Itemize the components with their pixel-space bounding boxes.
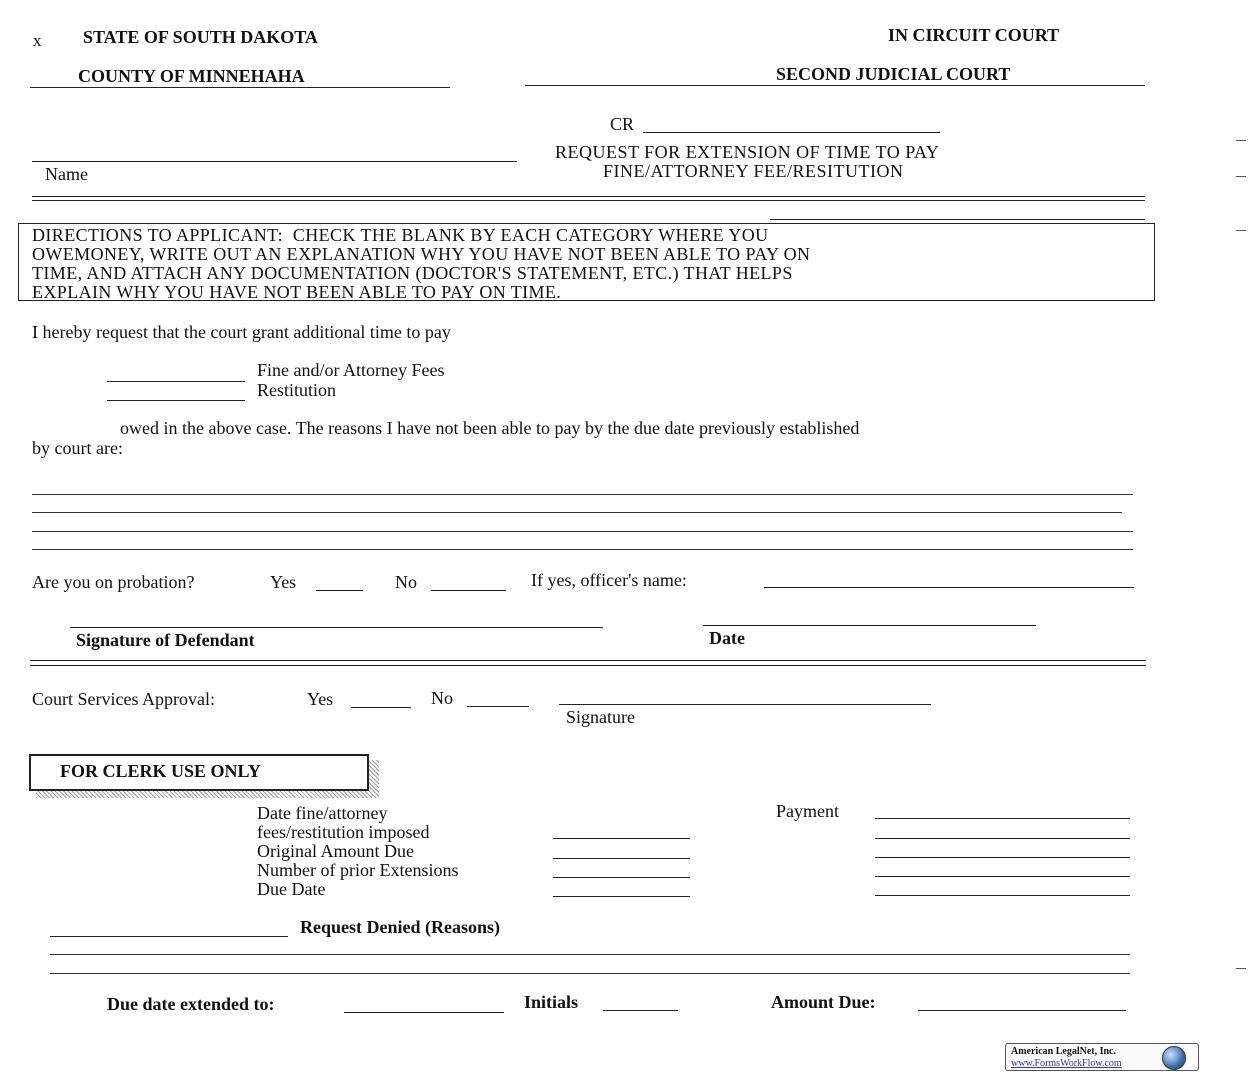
payment-field[interactable] (875, 818, 1130, 819)
header-rule-right (525, 85, 1145, 86)
reason-line[interactable] (32, 512, 1122, 513)
legalnet-company: American LegalNet, Inc. (1011, 1046, 1116, 1057)
section-rule-1 (30, 660, 1146, 661)
signature-date-label: Date (709, 628, 745, 648)
directions-text: DIRECTIONS TO APPLICANT: CHECK THE BLANK BY EACH CATEGORY WHERE YOU OWEMONEY, WRITE OUT AN EXPLANATION WHY YOU HAVE NOT BEEN ABLE TO PAY ON TIME, AND ATTACH ANY DOCUMENTATION (DOCTOR'S STATEMENT, ETC.) THAT HELPS EXPLAIN WHY YOU HAVE NOT BEEN ABLE TO PAY ON TIME. (32, 225, 811, 302)
reason-line[interactable] (32, 531, 1133, 532)
payment-field[interactable] (875, 895, 1130, 896)
payment-field[interactable] (875, 838, 1130, 839)
scan-mark (1236, 140, 1246, 141)
court-services-signature-label: Signature (566, 707, 635, 727)
probation-no-label: No (395, 572, 417, 592)
scan-mark (1236, 968, 1246, 969)
fine-option-label: Fine and/or Attorney Fees (257, 360, 445, 380)
court-services-yes-label: Yes (307, 689, 334, 709)
amount-due-field[interactable] (918, 1010, 1126, 1011)
original-amount-label: Original Amount Due (257, 841, 414, 861)
scan-mark (1236, 230, 1246, 231)
defendant-signature-label: Signature of Defendant (76, 630, 255, 650)
probation-yes-label: Yes (270, 572, 297, 592)
payment-label: Payment (776, 801, 839, 821)
original-amount-field[interactable] (553, 858, 690, 859)
x-mark: x (33, 31, 42, 50)
form-title-line2: FINE/ATTORNEY FEE/RESITUTION (603, 161, 904, 181)
due-date-extended-label: Due date extended to: (107, 994, 275, 1014)
denied-reason-line[interactable] (50, 954, 1130, 955)
fine-checkbox-blank[interactable] (107, 381, 245, 382)
name-label: Name (45, 164, 88, 184)
officer-name-label: If yes, officer's name: (531, 570, 687, 590)
state-label: STATE OF SOUTH DAKOTA (83, 27, 318, 47)
signature-date-field[interactable] (703, 625, 1036, 626)
owed-text-line2: by court are: (32, 438, 123, 458)
court-services-yes-blank[interactable] (351, 707, 411, 708)
court-services-signature-field[interactable] (559, 704, 931, 705)
request-denied-label: Request Denied (Reasons) (300, 917, 500, 937)
request-intro: I hereby request that the court grant additional time to pay (32, 322, 451, 342)
scan-mark (1236, 176, 1246, 177)
defendant-signature-field[interactable] (70, 627, 603, 628)
probation-no-blank[interactable] (431, 590, 506, 591)
initials-label: Initials (524, 992, 579, 1012)
court-services-label: Court Services Approval: (32, 689, 215, 709)
court-services-no-blank[interactable] (467, 706, 529, 707)
payment-field[interactable] (875, 876, 1130, 877)
probation-question: Are you on probation? (32, 572, 195, 592)
form-title-line1: REQUEST FOR EXTENSION OF TIME TO PAY (555, 142, 940, 162)
amount-due-label: Amount Due: (771, 992, 876, 1012)
globe-icon (1162, 1046, 1186, 1070)
reason-line[interactable] (32, 549, 1133, 550)
section-rule-2 (30, 665, 1146, 666)
county-label: COUNTY OF MINNEHAHA (78, 66, 305, 86)
restitution-option-label: Restitution (257, 380, 337, 400)
clerk-use-title: FOR CLERK USE ONLY (60, 761, 261, 781)
due-date-label: Due Date (257, 879, 326, 899)
date-imposed-field[interactable] (553, 838, 690, 839)
court-label: IN CIRCUIT COURT (888, 25, 1060, 45)
restitution-checkbox-blank[interactable] (107, 400, 245, 401)
court-services-no-label: No (431, 688, 453, 708)
officer-name-field[interactable] (764, 587, 1134, 588)
probation-yes-blank[interactable] (316, 590, 363, 591)
prior-extensions-label: Number of prior Extensions (257, 860, 459, 880)
caption-rule-1 (32, 196, 1145, 197)
cr-number-field[interactable] (643, 132, 940, 133)
reason-line[interactable] (32, 494, 1133, 495)
initials-field[interactable] (603, 1010, 678, 1011)
date-imposed-label-1: Date fine/attorney (257, 803, 388, 823)
denied-checkbox-blank[interactable] (50, 936, 288, 937)
judicial-label: SECOND JUDICIAL COURT (776, 64, 1011, 84)
payment-field[interactable] (875, 857, 1130, 858)
caption-rule-2 (32, 200, 1145, 201)
name-field[interactable] (32, 161, 517, 162)
header-rule-left (30, 87, 450, 88)
owed-text-line1: owed in the above case. The reasons I have not been able to pay by the due date previously established (120, 418, 860, 438)
cr-label: CR (610, 114, 635, 134)
due-date-extended-field[interactable] (344, 1012, 504, 1013)
date-imposed-label-2: fees/restitution imposed (257, 822, 430, 842)
prior-extensions-field[interactable] (553, 877, 690, 878)
caption-rule-3 (770, 219, 1145, 220)
denied-reason-line[interactable] (50, 973, 1130, 974)
due-date-field[interactable] (553, 896, 690, 897)
legalnet-url-link[interactable]: www.FormsWorkFlow.com (1011, 1058, 1122, 1069)
